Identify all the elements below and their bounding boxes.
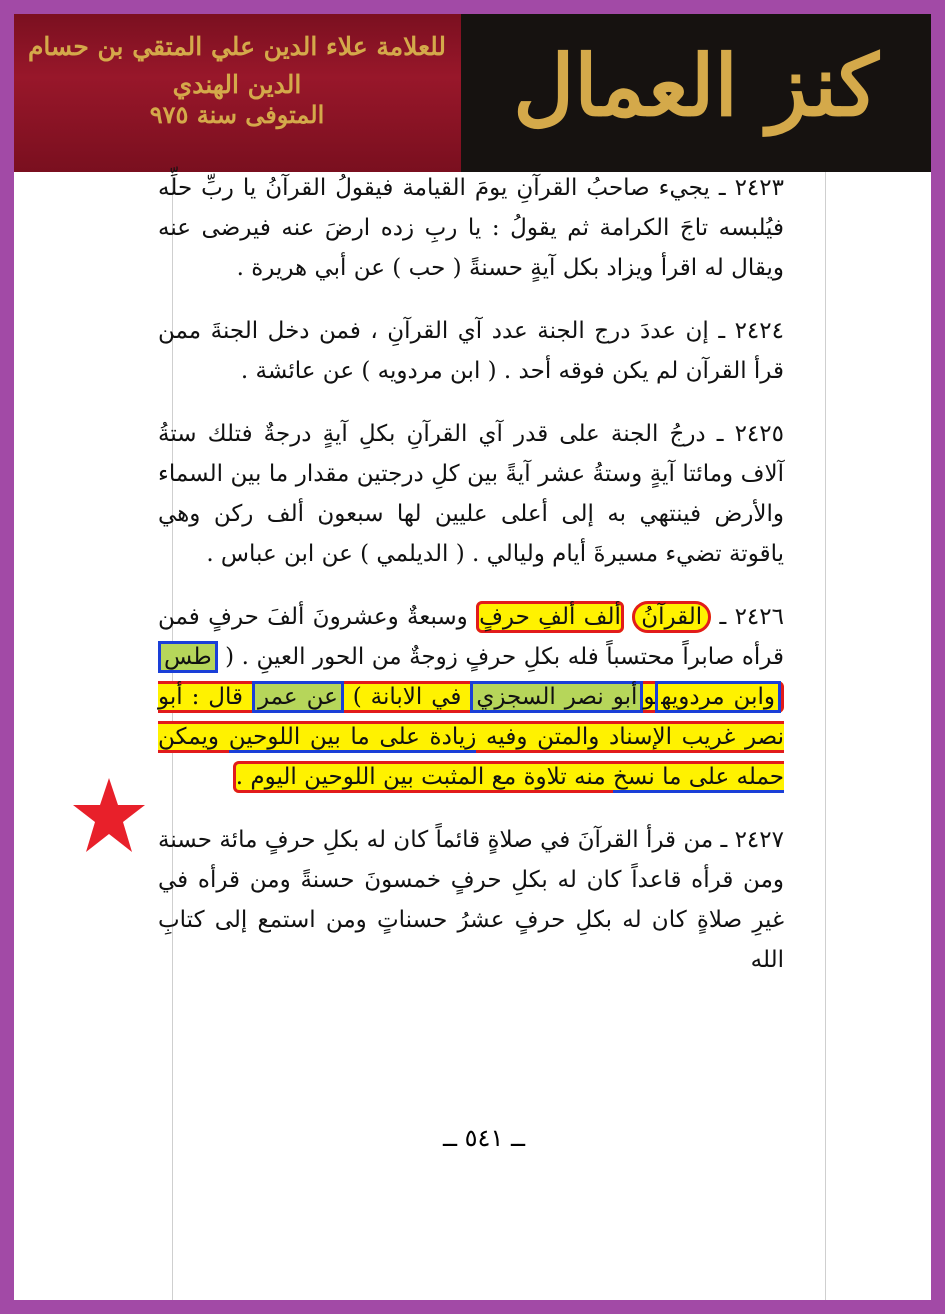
page-number: ــ ٥٤١ ــ xyxy=(442,1124,526,1152)
note-mid: وفيه xyxy=(486,724,528,750)
source-abu-nasr: أبو نصر السجزي xyxy=(470,681,643,713)
author-banner xyxy=(14,14,461,172)
narrator-umar: عن عمر xyxy=(252,681,344,713)
source-note-box xyxy=(158,681,784,793)
highlight-letter-count: ألف ألفِ حرفٍ xyxy=(476,601,624,633)
note-mid-2: ويمكن xyxy=(158,724,220,750)
author-name: للعلامة علاء الدين علي المتقي بن حسام الدين الهندي xyxy=(27,32,447,99)
book-cover-banner xyxy=(14,14,931,172)
hadith-2426 xyxy=(158,597,788,797)
star-icon xyxy=(72,776,146,856)
note-underlined-abrogated: حمله على ما نسخ xyxy=(613,764,784,793)
source-ibn-mardawayh: وابن مردويه xyxy=(655,681,781,713)
note-underlined-extra: زيادة على ما بين اللوحين xyxy=(229,724,477,753)
source-tas: طس xyxy=(158,641,218,673)
author-death-date: المتوفى سنة ٩٧٥ xyxy=(149,100,325,129)
highlight-quran: القرآنُ xyxy=(632,601,711,633)
title-banner xyxy=(461,14,931,172)
note-start: قال : أبو نصر غريب الإسناد والمتن xyxy=(158,684,785,750)
note-end: منه تلاوة مع المثبت بين اللوحين اليوم . xyxy=(235,764,606,790)
source-ibana: في الابانة ) xyxy=(352,684,462,710)
hadith-2425: ٢٤٢٥ ـ درجُ الجنة على قدر آي القرآنِ بكلِ آيةٍ درجةٌ فتلك ستةُ آلاف ومائتا آيةٍ وستةُ عشر آيةً بين كلِ درجتين مقدار ما بين السماء والأرض فينتهي به إلى أعلى عليين لها سبعون ألف ركن وهي ياقوتة تضيء مسيرةَ أيام وليالي . ( الديلمي ) عن ابن عباس . xyxy=(158,421,784,567)
book-title: كنز العمال xyxy=(513,36,879,135)
hadith-2427: ٢٤٢٧ ـ من قرأ القرآنَ في صلاةٍ قائماً كان له بكلِ حرفٍ مائة حسنة ومن قرأه قاعداً كان له بكلِ حرفٍ خمسونَ حسنةً ومن قرأه في غيرِ صلاةٍ كان له بكلِ حرفٍ عشرُ حسناتٍ ومن استمع إلى كتابِ الله xyxy=(158,827,784,973)
page-text xyxy=(158,168,788,1003)
hadith-2423: ٢٤٢٣ ـ يجيء صاحبُ القرآنِ يومَ القيامة فيقولُ القرآنُ يا ربِّ حلِّه فيُلبسه تاجَ الكرامة ثم يقولُ : يا ربِ زده ارضَ عنه فيرضى عنه ويقال له اقرأ ويزاد بكل آيةٍ حسنةً ( حب ) عن أبي هريرة . xyxy=(158,175,784,281)
hadith-number: ٢٤٢٦ ـ xyxy=(719,604,784,630)
hadith-2424: ٢٤٢٤ ـ إن عددَ درج الجنة عدد آي القرآنِ ، فمن دخل الجنةَ ممن قرأ القرآن لم يكن فوقه أحد . ( ابن مردويه ) عن عائشة . xyxy=(158,318,784,384)
hadith-text: وسبعةٌ وعشرونَ ألفَ حرفٍ فمن قرأه صابراً محتسباً فله بكلِ حرفٍ زوجةٌ من الحور العينِ . ( xyxy=(158,604,784,670)
conjunction: و xyxy=(643,684,656,710)
